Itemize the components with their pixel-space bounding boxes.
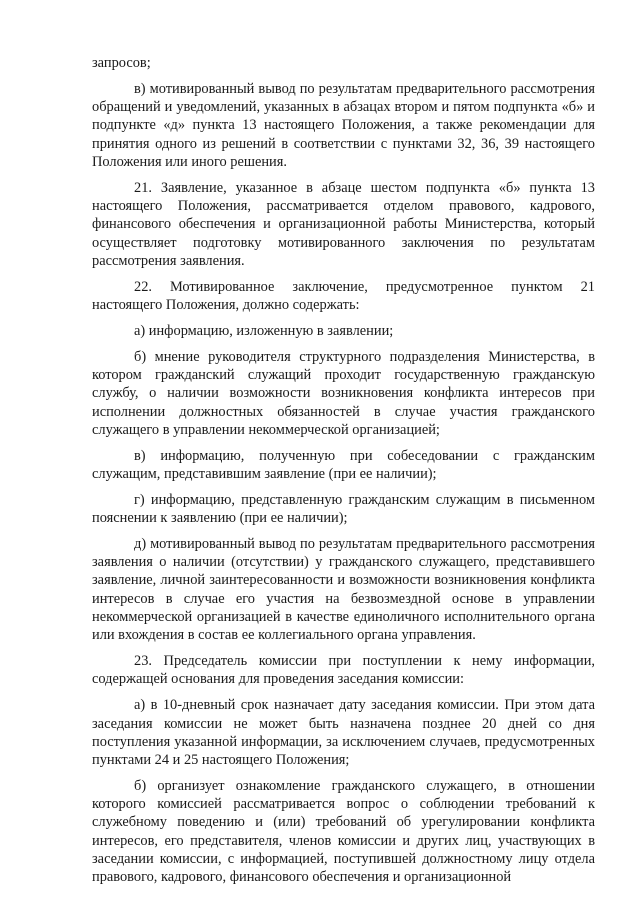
paragraph-5: а) информацию, изложенную в заявлении; [134, 322, 394, 339]
paragraph-8: г) информацию, представленную гражданским служащим в письменном пояснении к заявлению (при ее наличии); [92, 491, 595, 527]
document-page [92, 54, 595, 894]
paragraph-9: д) мотивированный вывод по результатам предварительного рассмотрения заявления о наличии (отсутствии) у гражданского служащего, представившего заявление, личной заинтересованности и возможности возникновения конфликта интересов в случае его участия на безвозмездной основе в управлении некоммерческой организацией в качестве единоличного исполнительного органа или вхождения в состав ее коллегиального органа управления. [92, 535, 595, 644]
paragraph-12: б) организует ознакомление гражданского служащего, в отношении которого комиссией рассматривается вопрос о соблюдении требований к служебному поведению и (или) требований об урегулировании конфликта интересов, его представителя, членов комиссии и других лиц, участвующих в заседании комиссии, с информацией, поступившей должностному лицу отдела правового, кадрового, финансового обеспечения и организационной [92, 777, 595, 886]
paragraph-2: в) мотивированный вывод по результатам предварительного рассмотрения обращений и уведомлений, указанных в абзацах втором и пятом подпункта «б» и подпункте «д» пункта 13 настоящего Положения, а также рекомендации для принятия одного из решений в соответствии с пунктами 32, 36, 39 настоящего Положения или иного решения. [92, 80, 595, 170]
paragraph-1: запросов; [92, 55, 151, 71]
paragraph-4: 22. Мотивированное заключение, предусмотренное пунктом 21 настоящего Положения, должно содержать: [92, 278, 595, 314]
paragraph-6: б) мнение руководителя структурного подразделения Министерства, в котором гражданский служащий проходит государственную гражданскую службу, о наличии возможности возникновения конфликта интересов при исполнении должностных обязанностей в случае участия гражданского служащего в управлении некоммерческой организацией; [92, 348, 595, 438]
paragraph-7: в) информацию, полученную при собеседовании с гражданским служащим, представившим заявление (при ее наличии); [92, 447, 595, 482]
paragraph-11: а) в 10-дневный срок назначает дату заседания комиссии. При этом дата заседания комиссии не может быть назначена позднее 20 дней со дня поступления указанной информации, за исключением случаев, предусмотренных пунктами 24 и 25 настоящего Положения; [92, 697, 595, 769]
paragraph-10: 23. Председатель комиссии при поступлении к нему информации, содержащей основания для проведения заседания комиссии: [92, 653, 595, 688]
paragraph-3: 21. Заявление, указанное в абзаце шестом подпункта «б» пункта 13 настоящего Положения, рассматривается отделом правового, кадрового, финансового обеспечения и организационной работы Министерства, который осуществляет подготовку мотивированного заключения по результатам рассмотрения заявления. [92, 179, 595, 269]
